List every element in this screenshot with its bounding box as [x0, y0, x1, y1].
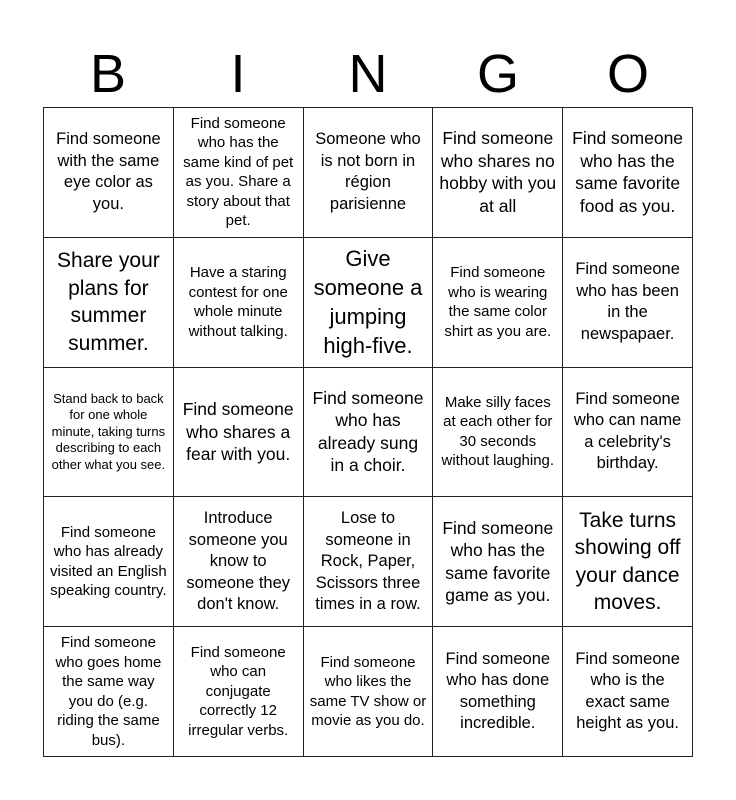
header-letter-g: G — [476, 44, 519, 104]
cell-text: Find someone who shares a fear with you. — [182, 399, 294, 465]
header-letter-i: I — [230, 44, 246, 104]
bingo-cell[interactable] — [433, 627, 563, 757]
cell-text: Take turns showing off your dance moves. — [574, 508, 681, 615]
cell-text: Find someone who has already visited an English speaking country. — [50, 523, 167, 600]
cell-text: Find someone who has the same favorite food as you. — [572, 128, 684, 216]
bingo-cell[interactable] — [304, 497, 434, 627]
bingo-cell[interactable] — [174, 238, 304, 368]
cell-text: Find someone who goes home the same way you do (e.g. riding the same bus). — [55, 634, 162, 749]
bingo-cell[interactable] — [433, 108, 563, 238]
cell-text: Someone who is not born in région parisienne — [315, 130, 421, 213]
bingo-cell[interactable] — [44, 108, 174, 238]
cell-text: Find someone who is wearing the same color shirt as you are. — [444, 264, 552, 340]
cell-text: Find someone who likes the same TV show or movie as you do. — [309, 653, 427, 730]
bingo-cell[interactable] — [174, 108, 304, 238]
cell-text: Lose to someone in Rock, Paper, Scissors three times in a row. — [315, 509, 421, 614]
bingo-header — [43, 44, 693, 104]
header-letter-n: N — [348, 44, 388, 104]
cell-text: Find someone who has the same favorite game as you. — [442, 517, 554, 606]
cell-text: Introduce someone you know to someone they don't know. — [186, 509, 291, 614]
bingo-cell[interactable] — [563, 238, 693, 368]
bingo-cell[interactable] — [174, 627, 304, 757]
cell-text: Have a staring contest for one whole minute without talking. — [188, 264, 288, 340]
bingo-cell[interactable] — [433, 368, 563, 498]
bingo-cell[interactable] — [174, 368, 304, 498]
header-letter-b: B — [89, 44, 127, 104]
cell-text: Give someone a jumping high-five. — [313, 246, 423, 359]
bingo-cell[interactable] — [304, 238, 434, 368]
header-letter-o: O — [606, 44, 649, 104]
cell-text: Make silly faces at each other for 30 seconds without laughing. — [441, 393, 555, 470]
cell-text: Stand back to back for one whole minute, taking turns describing to each other what you see. — [51, 390, 166, 472]
cell-text: Find someone who has been in the newspapaer. — [575, 260, 680, 343]
bingo-board — [43, 107, 693, 757]
bingo-cell[interactable] — [304, 627, 434, 757]
bingo-cell[interactable] — [563, 627, 693, 757]
cell-text: Find someone who has already sung in a choir. — [312, 387, 424, 476]
cell-text: Find someone who shares no hobby with you at all — [439, 128, 557, 216]
bingo-cell[interactable] — [304, 108, 434, 238]
bingo-cell[interactable] — [44, 627, 174, 757]
bingo-cell[interactable] — [44, 238, 174, 368]
cell-text: Find someone who can name a celebrity's birthday. — [573, 389, 682, 473]
cell-text: Find someone who has done something incredible. — [445, 649, 551, 733]
cell-text: Find someone with the same eye color as you. — [56, 130, 161, 213]
bingo-cell[interactable] — [563, 108, 693, 238]
cell-text: Find someone who is the exact same height as you. — [575, 649, 680, 733]
cell-text: Find someone who has the same kind of pet as you. Share a story about that pet. — [183, 114, 294, 230]
bingo-cell[interactable] — [174, 497, 304, 627]
bingo-cell[interactable] — [304, 368, 434, 498]
bingo-cell[interactable] — [563, 368, 693, 498]
bingo-cell[interactable] — [563, 497, 693, 627]
cell-text: Share your plans for summer summer. — [57, 249, 160, 355]
bingo-cell[interactable] — [433, 238, 563, 368]
bingo-cell[interactable] — [44, 497, 174, 627]
cell-text: Find someone who can conjugate correctly 12 irregular verbs. — [188, 643, 289, 739]
bingo-cell[interactable] — [44, 368, 174, 498]
bingo-cell[interactable] — [433, 497, 563, 627]
